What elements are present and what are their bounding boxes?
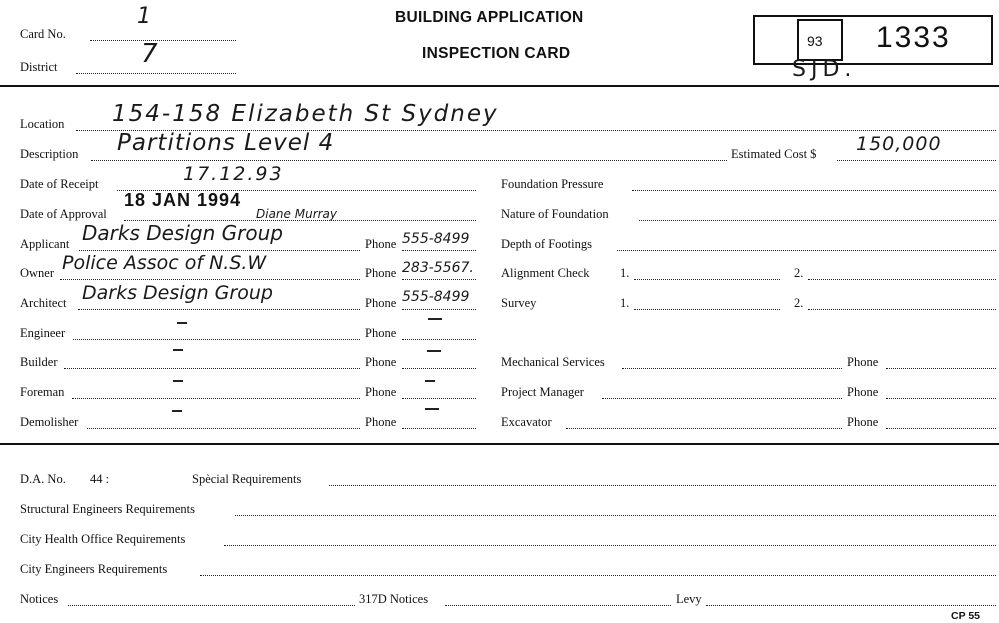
card-no-value: 1 [137,4,151,29]
levy-dotted-line [706,605,996,606]
foreman-label: Foreman [20,385,65,399]
owner-label: Owner [20,266,55,280]
alignment-check-label: Alignment Check [501,266,590,280]
engineer-blank-dash [177,322,187,324]
demolisher-phone-dotted-line [402,428,476,429]
notices-label: Notices [20,592,59,606]
demolisher-dotted-line [87,428,360,429]
city-engineers-dotted-line [200,575,996,576]
district-value: 7 [141,39,158,69]
structural-engineers-label: Structural Engineers Requirements [20,502,195,516]
application-number-box [753,15,993,65]
notices-317d-dotted-line [445,605,671,606]
architect-phone: 555-8499 [402,289,470,305]
excavator-label: Excavator [501,415,552,429]
header-divider [0,85,999,87]
foreman-phone-label: Phone [365,385,397,399]
builder-dotted-line [64,368,360,369]
foreman-blank-dash [173,380,183,382]
depth-footings-label: Depth of Footings [501,237,592,251]
architect-phone-label: Phone [365,296,397,310]
da-no-label: D.A. No. [20,472,66,486]
engineer-phone-blank-dash [428,318,442,320]
architect-dotted-line [78,309,360,310]
form-title-line2: INSPECTION CARD [422,45,571,62]
survey-num2: 2. [794,296,804,310]
applicant-phone-dotted-line [402,250,476,251]
owner-phone-label: Phone [365,266,397,280]
builder-label: Builder [20,355,58,369]
city-health-label: City Health Office Requirements [20,532,186,546]
form-code: CP 55 [951,610,980,622]
special-requirements-label: Spècial Requirements [192,472,302,486]
builder-phone-blank-dash [427,350,441,352]
builder-phone-dotted-line [402,368,476,369]
survey-dotted-line-2 [808,309,996,310]
survey-dotted-line-1 [634,309,780,310]
excavator-phone-label: Phone [847,415,879,429]
description-value: Partitions Level 4 [117,130,335,156]
excavator-phone-dotted-line [886,428,996,429]
demolisher-phone-label: Phone [365,415,397,429]
date-receipt-value: 17.12.93 [183,163,284,185]
special-requirements-dotted-line [329,485,996,486]
form-title-line1: BUILDING APPLICATION [395,9,584,26]
estimated-cost-dotted-line [837,160,996,161]
alignment-check-num2: 2. [794,266,804,280]
application-year: 93 [807,33,823,49]
foreman-dotted-line [72,398,360,399]
project-manager-dotted-line [602,398,842,399]
project-manager-phone-dotted-line [886,398,996,399]
architect-phone-dotted-line [402,309,476,310]
mechanical-phone-label: Phone [847,355,879,369]
notices-dotted-line [68,605,355,606]
foreman-phone-blank-dash [425,380,435,382]
applicant-label: Applicant [20,237,70,251]
alignment-check-num1: 1. [620,266,630,280]
applicant-phone: 555-8499 [402,231,470,247]
card-no-dotted-line [90,40,236,41]
project-manager-phone-label: Phone [847,385,879,399]
architect-value: Darks Design Group [82,282,273,304]
engineer-phone-dotted-line [402,339,476,340]
alignment-check-dotted-line-1 [634,279,780,280]
engineer-phone-label: Phone [365,326,397,340]
approval-signature: Diane Murray [256,207,338,221]
foundation-pressure-dotted-line [632,190,996,191]
nature-foundation-label: Nature of Foundation [501,207,609,221]
depth-footings-dotted-line [617,250,996,251]
card-no-label: Card No. [20,27,66,41]
applicant-dotted-line [79,250,360,251]
mechanical-services-label: Mechanical Services [501,355,605,369]
applicant-value: Darks Design Group [82,221,283,245]
section-divider [0,443,999,445]
demolisher-blank-dash [172,410,182,412]
foundation-pressure-label: Foundation Pressure [501,177,604,191]
date-approval-label: Date of Approval [20,207,107,221]
architect-label: Architect [20,296,67,310]
city-engineers-label: City Engineers Requirements [20,562,168,576]
mechanical-phone-dotted-line [886,368,996,369]
foreman-phone-dotted-line [402,398,476,399]
estimated-cost-value: 150,000 [856,133,942,155]
builder-blank-dash [173,349,183,351]
da-no-value: 44 : [90,472,110,486]
structural-engineers-dotted-line [235,515,996,516]
owner-dotted-line [60,279,360,280]
estimated-cost-label: Estimated Cost $ [731,147,817,161]
survey-label: Survey [501,296,537,310]
alignment-check-dotted-line-2 [808,279,996,280]
officer-initials: SJD. [792,57,857,82]
description-dotted-line [91,160,727,161]
project-manager-label: Project Manager [501,385,584,399]
engineer-dotted-line [73,339,360,340]
demolisher-label: Demolisher [20,415,79,429]
applicant-phone-label: Phone [365,237,397,251]
owner-phone-dotted-line [402,279,476,280]
survey-num1: 1. [620,296,630,310]
nature-foundation-dotted-line [639,220,996,221]
levy-label: Levy [676,592,702,606]
location-label: Location [20,117,65,131]
mechanical-services-dotted-line [622,368,842,369]
city-health-dotted-line [224,545,996,546]
demolisher-phone-blank-dash [425,408,439,410]
application-number: 1333 [876,21,951,54]
notices-317d-label: 317D Notices [359,592,429,606]
builder-phone-label: Phone [365,355,397,369]
approval-date-stamp: 18 JAN 1994 [124,190,242,210]
description-label: Description [20,147,79,161]
location-value: 154-158 Elizabeth St Sydney [112,101,499,127]
district-label: District [20,60,58,74]
date-receipt-label: Date of Receipt [20,177,99,191]
engineer-label: Engineer [20,326,66,340]
district-dotted-line [76,73,236,74]
owner-value: Police Assoc of N.S.W [62,252,267,274]
owner-phone: 283-5567. [402,260,474,276]
excavator-dotted-line [566,428,842,429]
